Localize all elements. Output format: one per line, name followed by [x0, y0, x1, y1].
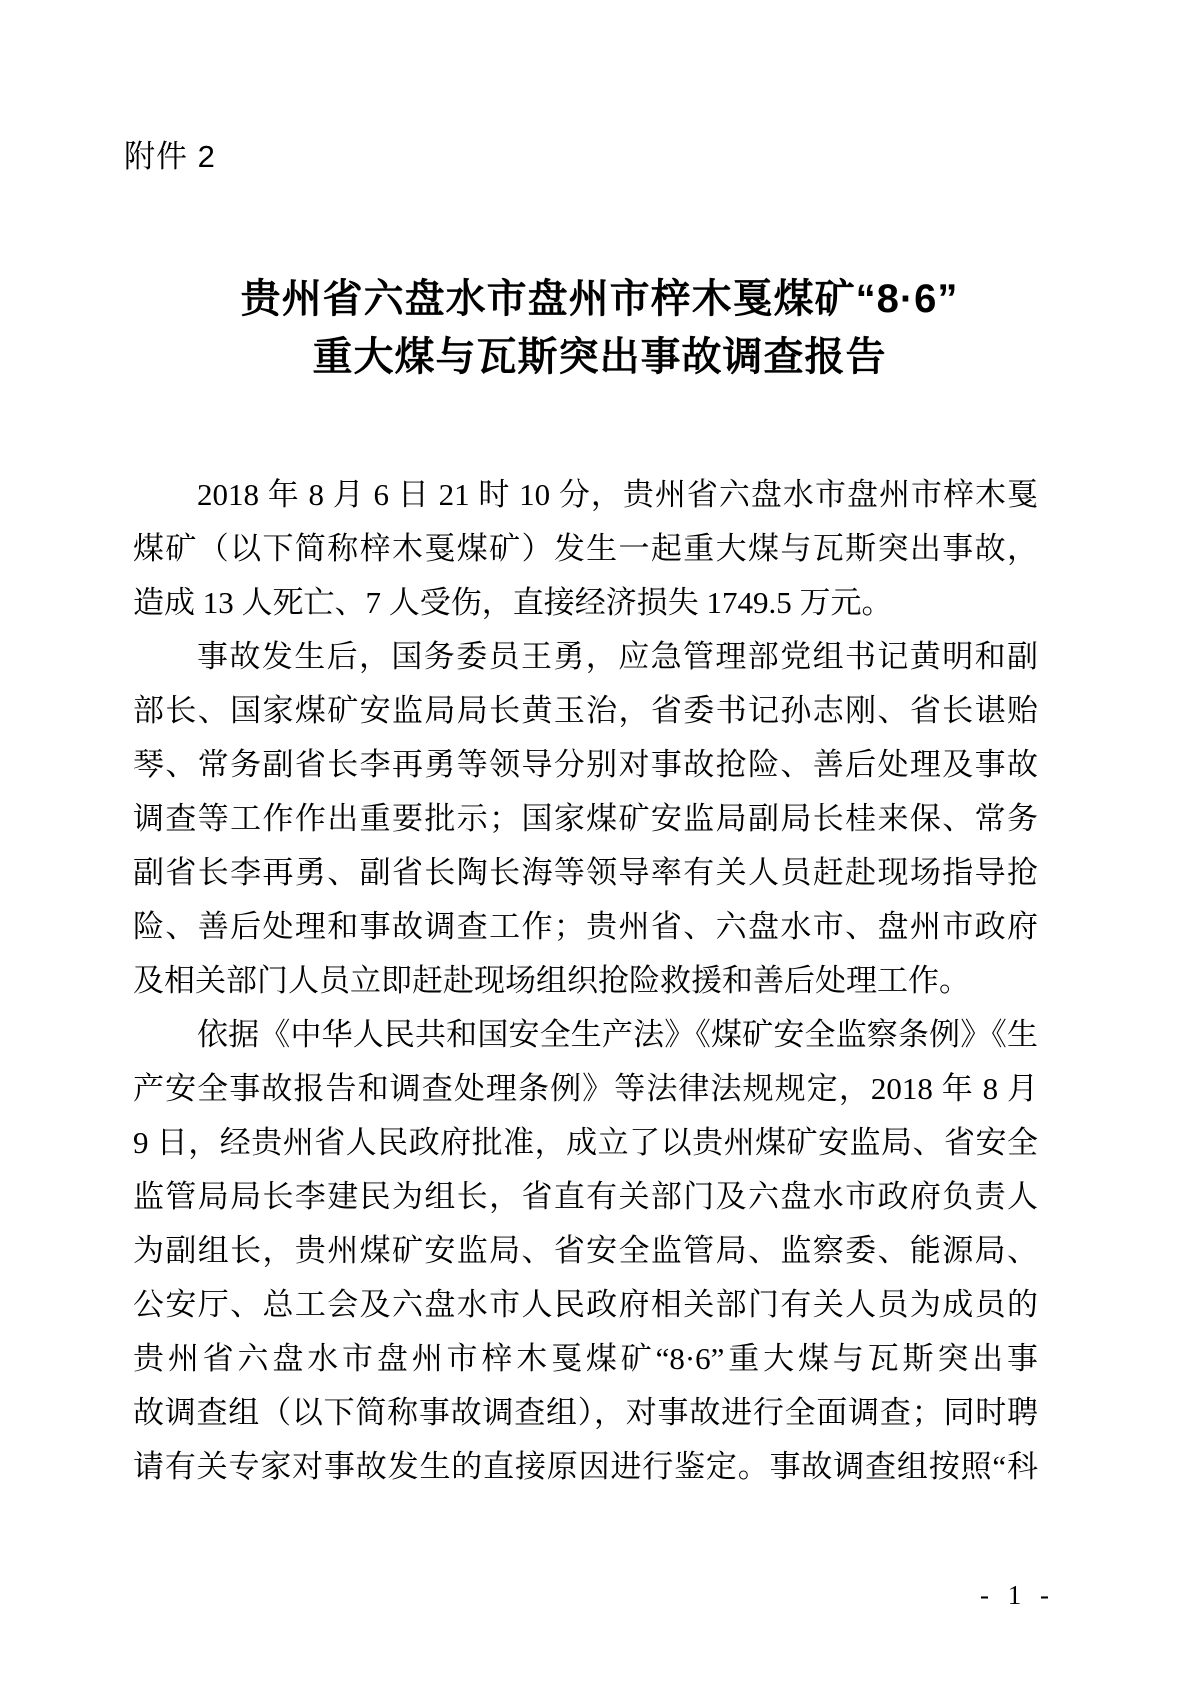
document-title-line-1: 贵州省六盘水市盘州市梓木戛煤矿“8·6” — [240, 277, 959, 321]
document-body — [133, 468, 1038, 1494]
body-line: 请有关专家对事故发生的直接原因进行鉴定。事故调查组按照“科 — [133, 1449, 1038, 1484]
body-line: 产安全事故报告和调查处理条例》等法律法规规定，2018 年 8 月 — [133, 1071, 1038, 1106]
body-line: 2018 年 8 月 6 日 21 时 10 分，贵州省六盘水市盘州市梓木戛 — [197, 477, 1038, 512]
body-line: 险、善后处理和事故调查工作；贵州省、六盘水市、盘州市政府 — [133, 909, 1038, 944]
attachment-label: 附件 2 — [124, 139, 216, 174]
body-line: 琴、常务副省长李再勇等领导分别对事故抢险、善后处理及事故 — [133, 747, 1038, 782]
page-number: - 1 - — [980, 1580, 1055, 1610]
body-line: 部长、国家煤矿安监局局长黄玉治，省委书记孙志刚、省长谌贻 — [133, 693, 1038, 728]
body-line: 事故发生后，国务委员王勇，应急管理部党组书记黄明和副 — [197, 639, 1038, 674]
body-line: 贵州省六盘水市盘州市梓木戛煤矿“8·6”重大煤与瓦斯突出事 — [133, 1341, 1038, 1376]
body-line: 故调查组（以下简称事故调查组），对事故进行全面调查；同时聘 — [133, 1395, 1038, 1430]
body-line: 及相关部门人员立即赶赴现场组织抢险救援和善后处理工作。 — [133, 963, 970, 998]
body-line: 为副组长，贵州煤矿安监局、省安全监管局、监察委、能源局、 — [133, 1233, 1038, 1268]
document-title-line-2: 重大煤与瓦斯突出事故调查报告 — [312, 335, 887, 379]
body-line: 调查等工作作出重要批示；国家煤矿安监局副局长桂来保、常务 — [133, 801, 1038, 836]
body-line: 煤矿（以下简称梓木戛煤矿）发生一起重大煤与瓦斯突出事故， — [133, 531, 1038, 566]
body-line: 监管局局长李建民为组长，省直有关部门及六盘水市政府负责人 — [133, 1179, 1038, 1214]
body-line: 造成 13 人死亡、7 人受伤，直接经济损失 1749.5 万元。 — [133, 585, 893, 620]
body-line: 副省长李再勇、副省长陶长海等领导率有关人员赶赴现场指导抢 — [133, 855, 1038, 890]
document-title — [0, 270, 1199, 386]
body-line: 依据《中华人民共和国安全生产法》《煤矿安全监察条例》《生 — [197, 1017, 1038, 1052]
body-line: 9 日，经贵州省人民政府批准，成立了以贵州煤矿安监局、省安全 — [133, 1125, 1038, 1160]
body-line: 公安厅、总工会及六盘水市人民政府相关部门有关人员为成员的 — [133, 1287, 1038, 1322]
